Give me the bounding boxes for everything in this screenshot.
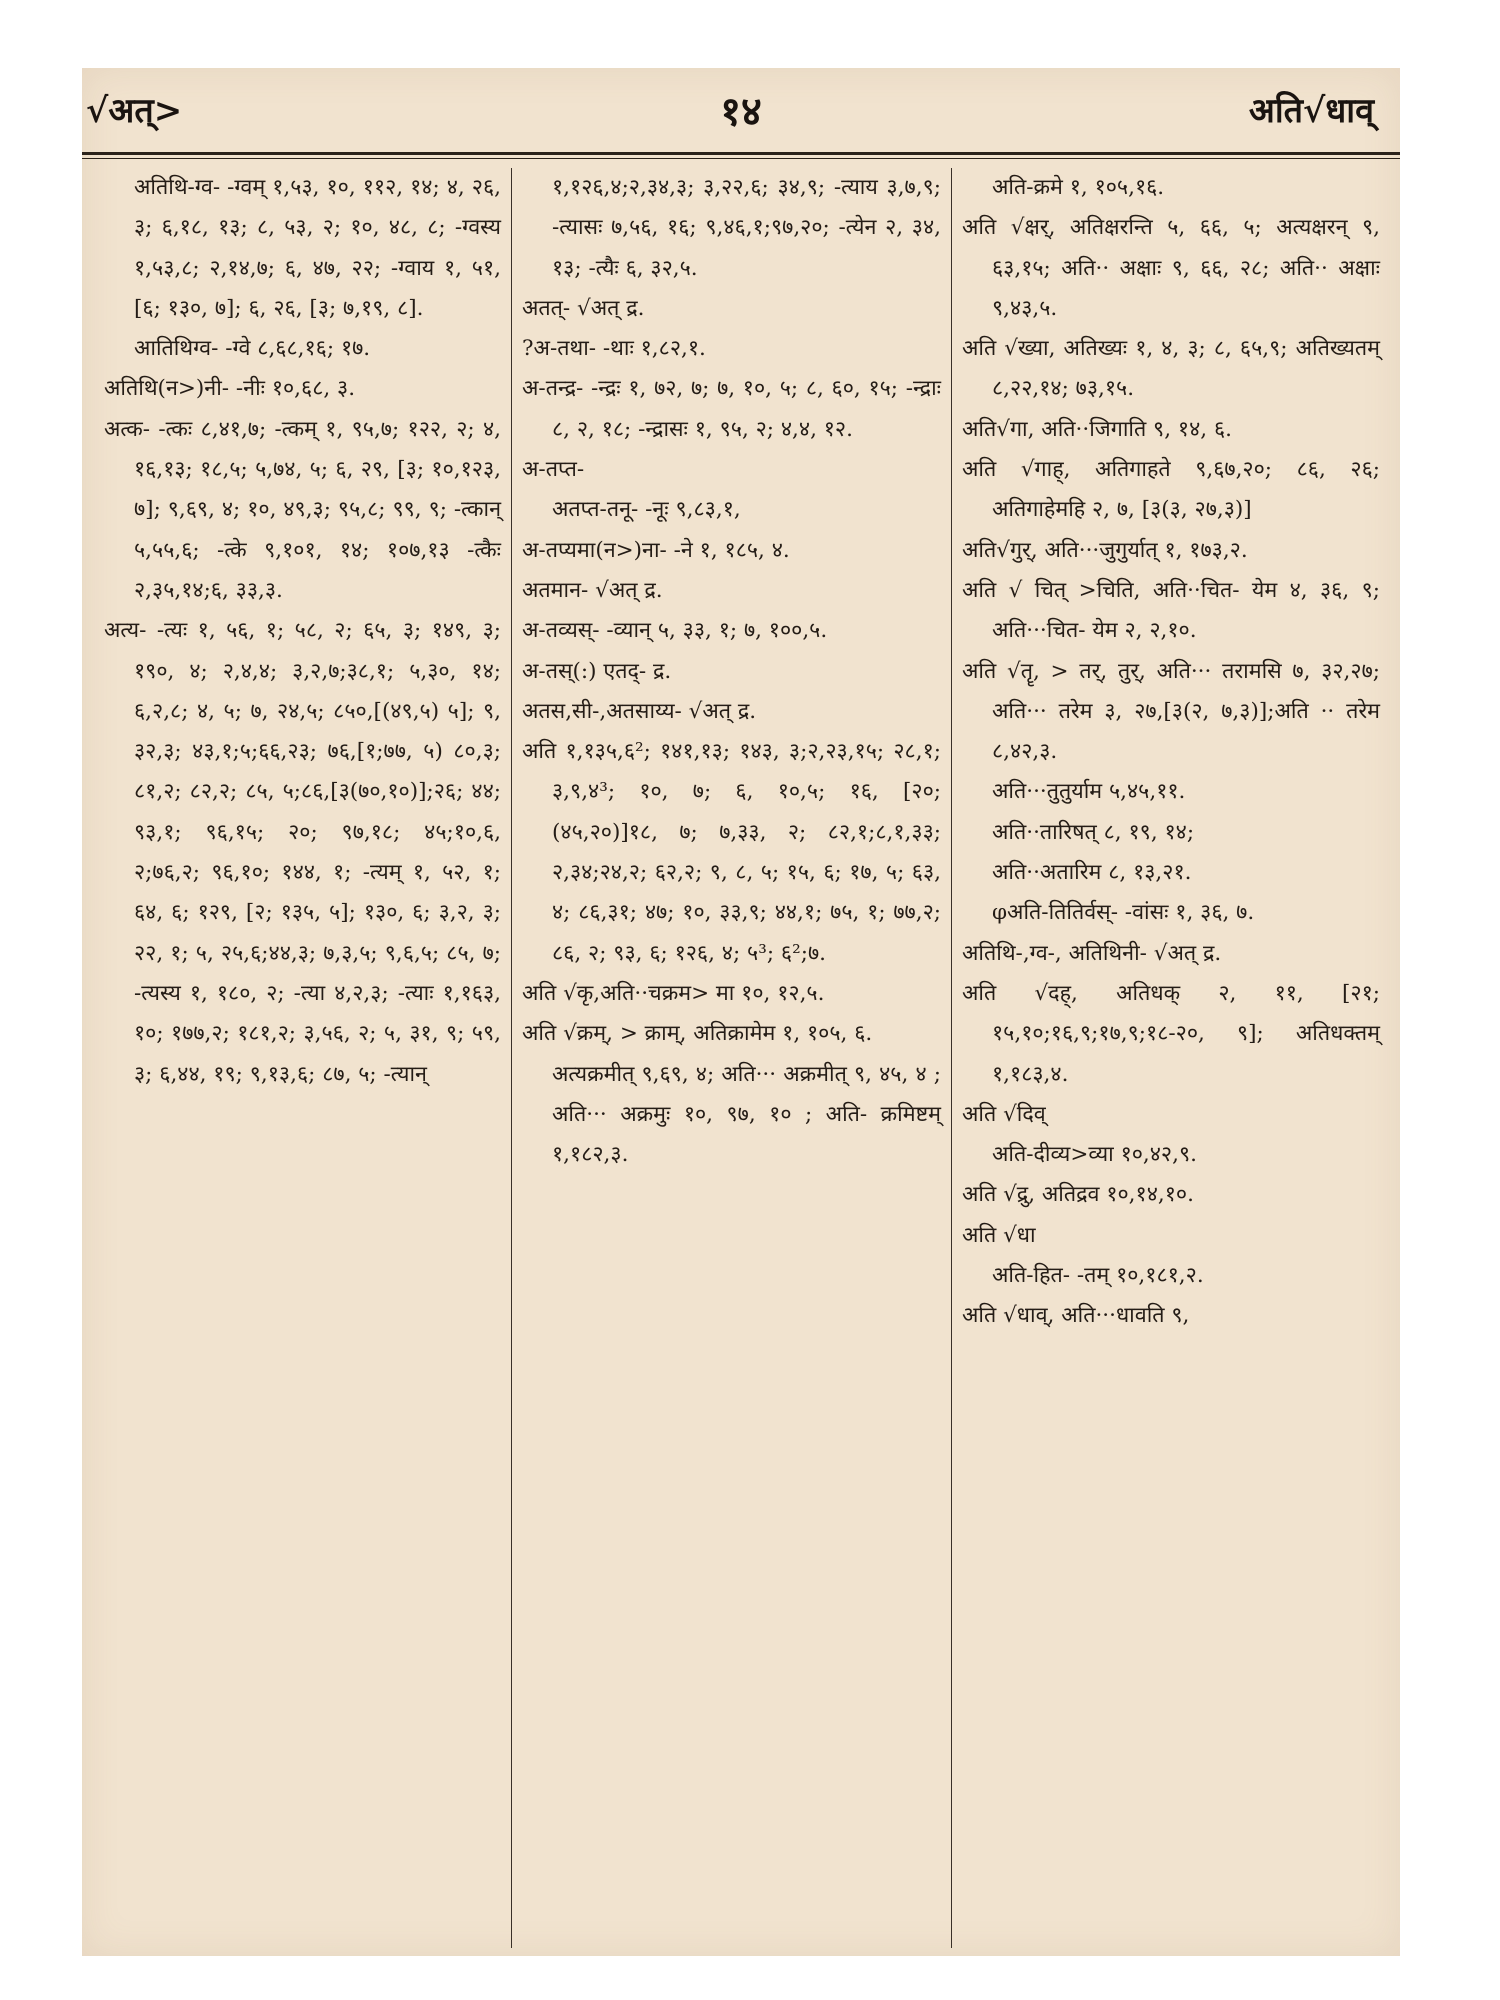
header-rule-thin [82,158,1400,159]
page-header [82,76,1400,146]
column-1 [94,168,512,1948]
dictionary-entry: अतस,सी-,अतसाय्य- √अत् द्र. [522,698,757,724]
dictionary-entry: अ-तव्यस्- -व्यान् ५, ३३, १; ७, १००,५. [522,618,828,644]
dictionary-entry: अति···तुतुर्याम ५,४५,११. [992,779,1186,805]
dictionary-entry: अतिथि-,ग्व-, अतिथिनी- √अत् द्र. [962,940,1222,966]
dictionary-entry: अति-दीव्य>व्या १०,४२,९. [992,1142,1197,1168]
column-2 [512,168,952,1948]
column-3 [952,168,1390,1948]
dictionary-entry: अति √क्रम्, > क्राम्, अतिक्रामेम १, १०५, ६. [522,1021,873,1047]
header-rule-thick [82,152,1400,155]
header-right-guideword: अति√धाव् [1248,91,1374,131]
dictionary-entry: अत्य- -त्यः १, ५६, १; ५८, २; ६५, ३; १४९, ३; १९०, ४; २,४,४; ३,२,७;३८,१; ५,३०, १४; ६,२,८; ४, ५; ७, २४,५; ८५०,[(४९,५) ५]; ९, ३२,३; ४३,१;५;६६,२३; ७६,[१;७७, ५) ८०,३; ८१,२; ८२,२; ८५, ५;८६,[३(७०,१०)];२६; ४४; ९३,१; ९६,१५; २०; ९७,१८; ४५;१०,६, २;७६,२; ९६,१०; १४४, १; -त्यम् १, ५२, १; ६४, ६; १२९, [२; १३५, ५]; १३०, ६; ३,२, ३; २२, १; ५, २५,६;४४,३; ७,३,५; ९,६,५; ८५, ७; -त्यस्य १, १८०, २; -त्या ४,२,३; -त्याः १,१६३, १०; १७७,२; १८१,२; ३,५६, २; ५, ३१, ९; ५९, ३; ६,४४, १९; ९,१३,६; ८७, ५; -त्यान् [104,618,501,1087]
dictionary-entry: आतिथिग्व- -ग्वे ८,६८,१६; १७. [134,336,371,362]
dictionary-entry: अतत्- √अत् द्र. [522,295,645,321]
dictionary-entry: अति··तारिषत् ८, १९, १४; [992,819,1195,845]
dictionary-entry: φअति-तितिर्वस्- -वांसः १, ३६, ७. [992,900,1255,926]
header-left-guideword: √अत्> [86,91,183,131]
dictionary-entry: अतप्त-तनू- -नूः ९,८३,१, [552,497,741,523]
dictionary-entry: अति √क्षर्, अतिक्षरन्ति ५, ६६, ५; अत्यक्षरन् ९, ६३,१५; अति·· अक्षाः ९, ६६, २८; अति·· अक्षाः ९,४३,५. [962,215,1380,321]
dictionary-entry: अ-तस्(:) एतद्- द्र. [522,658,672,684]
dictionary-entry: अत्क- -त्कः ८,४१,७; -त्कम् १, ९५,७; १२२, २; ४, १६,१३; १८,५; ५,७४, ५; ६, २९, [३; १०,१२३, ७]; ९,६९, ४; १०, ४९,३; ९५,८; ९९, ९; -त्कान् ५,५५,६; -त्के ९,१०१, १४; १०७,१३ -त्कैः २,३५,१४;६, ३३,३. [104,416,501,603]
dictionary-entry: अति √कृ,अति··चक्रम> मा १०, १२,५. [522,980,825,1006]
dictionary-entry: अति १,१३५,६²; १४१,१३; १४३, ३;२,२३,१५; २८,१; ३,९,४³; १०, ७; ६, १०,५; १६, [२०; (४५,२०)]१८, ७; ७,३३, २; ८२,१;८,१,३३; २,३४;२४,२; ६२,२; ९, ८, ५; १५, ६; १७, ५; ६३, ४; ८६,३१; ४७; १०, ३३,९; ४४,१; ७५, १; ७७,२; ८६, २; ९३, ६; १२६, ४; ५³; ६²;७. [522,739,941,966]
dictionary-entry: अति √धाव्, अति···धावति ९, [962,1303,1190,1329]
dictionary-entry: अति-क्रमे १, १०५,१६. [992,175,1165,200]
dictionary-entry: अति√गा, अति··जिगाति ९, १४, ६. [962,416,1232,442]
dictionary-entry: अति √गाह्, अतिगाहते ९,६७,२०; ८६, २६; अतिगाहेमहि २, ७, [३(३, २७,३)] [962,457,1380,523]
dictionary-entry: अ-तप्त- [522,457,585,483]
dictionary-entry: अति √दह्, अतिधक् २, ११, [२१; १५,१०;१६,९;१७,९;१८-२०, ९]; अतिधक्तम् १,१८३,४. [962,980,1380,1087]
dictionary-entry: अति√गुर्, अति···जुगुर्यात् १, १७३,२. [962,537,1248,563]
dictionary-entry: अतमान- √अत् द्र. [522,577,663,603]
dictionary-page [82,68,1400,1956]
dictionary-entry: अति √दिव् [962,1101,1046,1127]
dictionary-entry: अत्यक्रमीत् ९,६९, ४; अति··· अक्रमीत् ९, ४५, ४ ; अति··· अक्रमुः १०, ९७, १० ; अति- क्रमिष्टम् १,१८२,३. [552,1061,941,1168]
dictionary-entry: अति √धा [962,1222,1036,1248]
dictionary-entry: १,१२६,४;२,३४,३; ३,२२,६; ३४,९; -त्याय ३,७,९; -त्यासः ७,५६, १६; ९,४६,१;९७,२०; -त्येन २, ३४, १३; -त्यैः ६, ३२,५. [552,175,941,281]
dictionary-entry: अति √ख्या, अतिख्यः १, ४, ३; ८, ६५,९; अतिख्यतम् ८,२२,१४; ७३,१५. [962,336,1380,402]
dictionary-entry: ?अ-तथा- -थाः १,८२,१. [522,336,706,362]
dictionary-entry: अति··अतारिम ८, १३,२१. [992,860,1192,886]
dictionary-entry: अति √तॄ, > तर्, तुर्, अति··· तरामसि ७, ३२,२७; अति··· तरेम ३, २७,[३(२, ७,३)];अति ·· तरेम ८,४२,३. [962,658,1380,765]
dictionary-entry: अ-तप्यमा(न>)ना- -ने १, १८५, ४. [522,537,790,563]
dictionary-entry: अ-तन्द्र- -न्द्रः १, ७२, ७; ७, १०, ५; ८, ६०, १५; -न्द्राः ८, २, १८; -न्द्रासः १, ९५, २; ४,४, १२. [522,376,941,442]
page-number: १४ [720,88,762,135]
dictionary-entry: अतिथि-ग्व- -ग्वम् १,५३, १०, ११२, १४; ४, २६, ३; ६,१८, १३; ८, ५३, २; १०, ४८, ८; -ग्वस्य १,५३,८; २,१४,७; ६, ४७, २२; -ग्वाय १, ५१, [६; १३०, ७]; ६, २६, [३; ७,१९, ८]. [134,175,501,321]
columns [94,168,1390,1948]
dictionary-entry: अति-हित- -तम् १०,१८१,२. [992,1263,1204,1289]
dictionary-entry: अतिथि(न>)नी- -नीः १०,६८, ३. [104,376,356,402]
dictionary-entry: अति √द्रु, अतिद्रव १०,१४,१०. [962,1182,1194,1208]
dictionary-entry: अति √ चित् >चिति, अति··चित- येम ४, ३६, ९; अति···चित- येम २, २,१०. [962,577,1380,644]
